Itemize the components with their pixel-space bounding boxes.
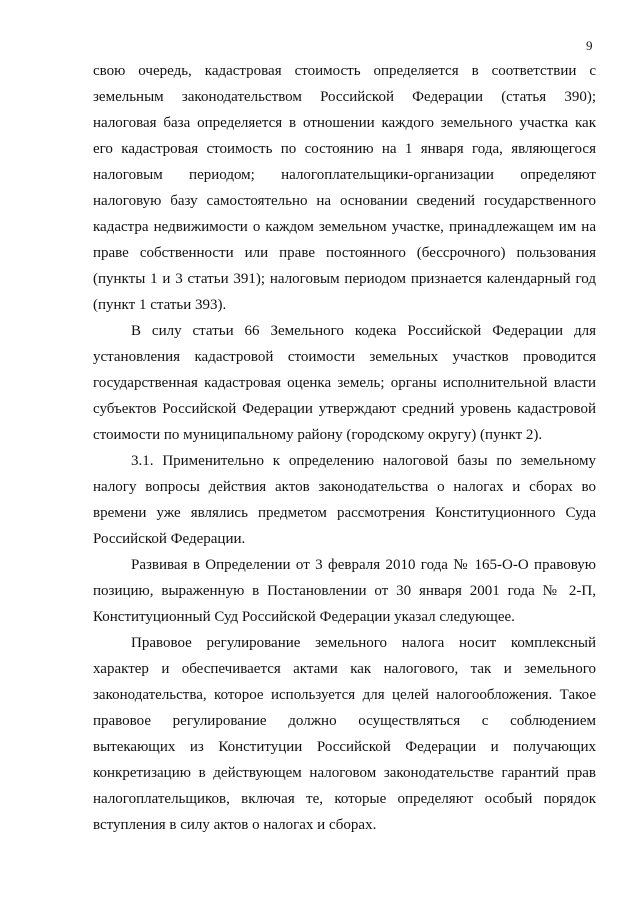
text-line: правовое регулирование должно осуществляться с соблюдением xyxy=(93,713,596,729)
text-line: Развивая в Определении от 3 февраля 2010 года № 165-О-О правовую xyxy=(131,557,596,573)
text-line: земельным законодательством Российской Федерации (статья 390); xyxy=(93,89,596,105)
text-line: его кадастровая стоимость по состоянию на 1 января года, являющегося xyxy=(93,141,596,157)
text-line: налогоплательщиков, включая те, которые определяют особый порядок xyxy=(93,791,596,807)
text-line: свою очередь, кадастровая стоимость определяется в соответствии с xyxy=(93,63,596,79)
text-line: Правовое регулирование земельного налога носит комплексный xyxy=(131,635,596,651)
text-line: Российской Федерации. xyxy=(93,531,246,547)
text-line: стоимости по муниципальному району (городскому округу) (пункт 2). xyxy=(93,427,543,443)
text-line: субъектов Российской Федерации утверждают средний уровень кадастровой xyxy=(93,401,596,417)
text-line: законодательства, которое используется для целей налогообложения. Такое xyxy=(93,687,596,703)
text-line: налогу вопросы действия актов законодательства о налогах и сборах во xyxy=(93,479,596,495)
text-line: вытекающих из Конституции Российской Федерации и получающих xyxy=(93,739,596,755)
text-line: налоговая база определяется в отношении каждого земельного участка как xyxy=(93,115,596,131)
text-line: (пункт 1 статьи 393). xyxy=(93,297,227,313)
text-line: времени уже являлись предметом рассмотрения Конституционного Суда xyxy=(93,505,596,521)
text-line: Конституционный Суд Российской Федерации указал следующее. xyxy=(93,609,515,625)
page-number: 9 xyxy=(586,38,593,53)
text-line: государственная кадастровая оценка земель; органы исполнительной власти xyxy=(93,375,596,391)
text-line: кадастра недвижимости о каждом земельном участке, принадлежащем им на xyxy=(93,219,596,235)
body-text xyxy=(93,58,596,838)
text-line: налоговым периодом; налогоплательщики-организации определяют xyxy=(93,167,596,183)
text-line: В силу статьи 66 Земельного кодека Российской Федерации для xyxy=(131,323,596,339)
text-line: праве собственности или праве постоянного (бессрочного) пользования xyxy=(93,245,596,261)
text-line: позицию, выраженную в Постановлении от 30 января 2001 года № 2-П, xyxy=(93,583,596,599)
text-line: характер и обеспечивается актами как налогового, так и земельного xyxy=(93,661,596,677)
text-line: (пункты 1 и 3 статьи 391); налоговым периодом признается календарный год xyxy=(93,271,596,287)
text-line: установления кадастровой стоимости земельных участков проводится xyxy=(93,349,596,365)
text-line: 3.1. Применительно к определению налоговой базы по земельному xyxy=(131,453,596,469)
text-line: конкретизацию в действующем налоговом законодательстве гарантий прав xyxy=(93,765,596,781)
text-line: вступления в силу актов о налогах и сборах. xyxy=(93,817,377,833)
text-line: налоговую базу самостоятельно на основании сведений государственного xyxy=(93,193,596,209)
